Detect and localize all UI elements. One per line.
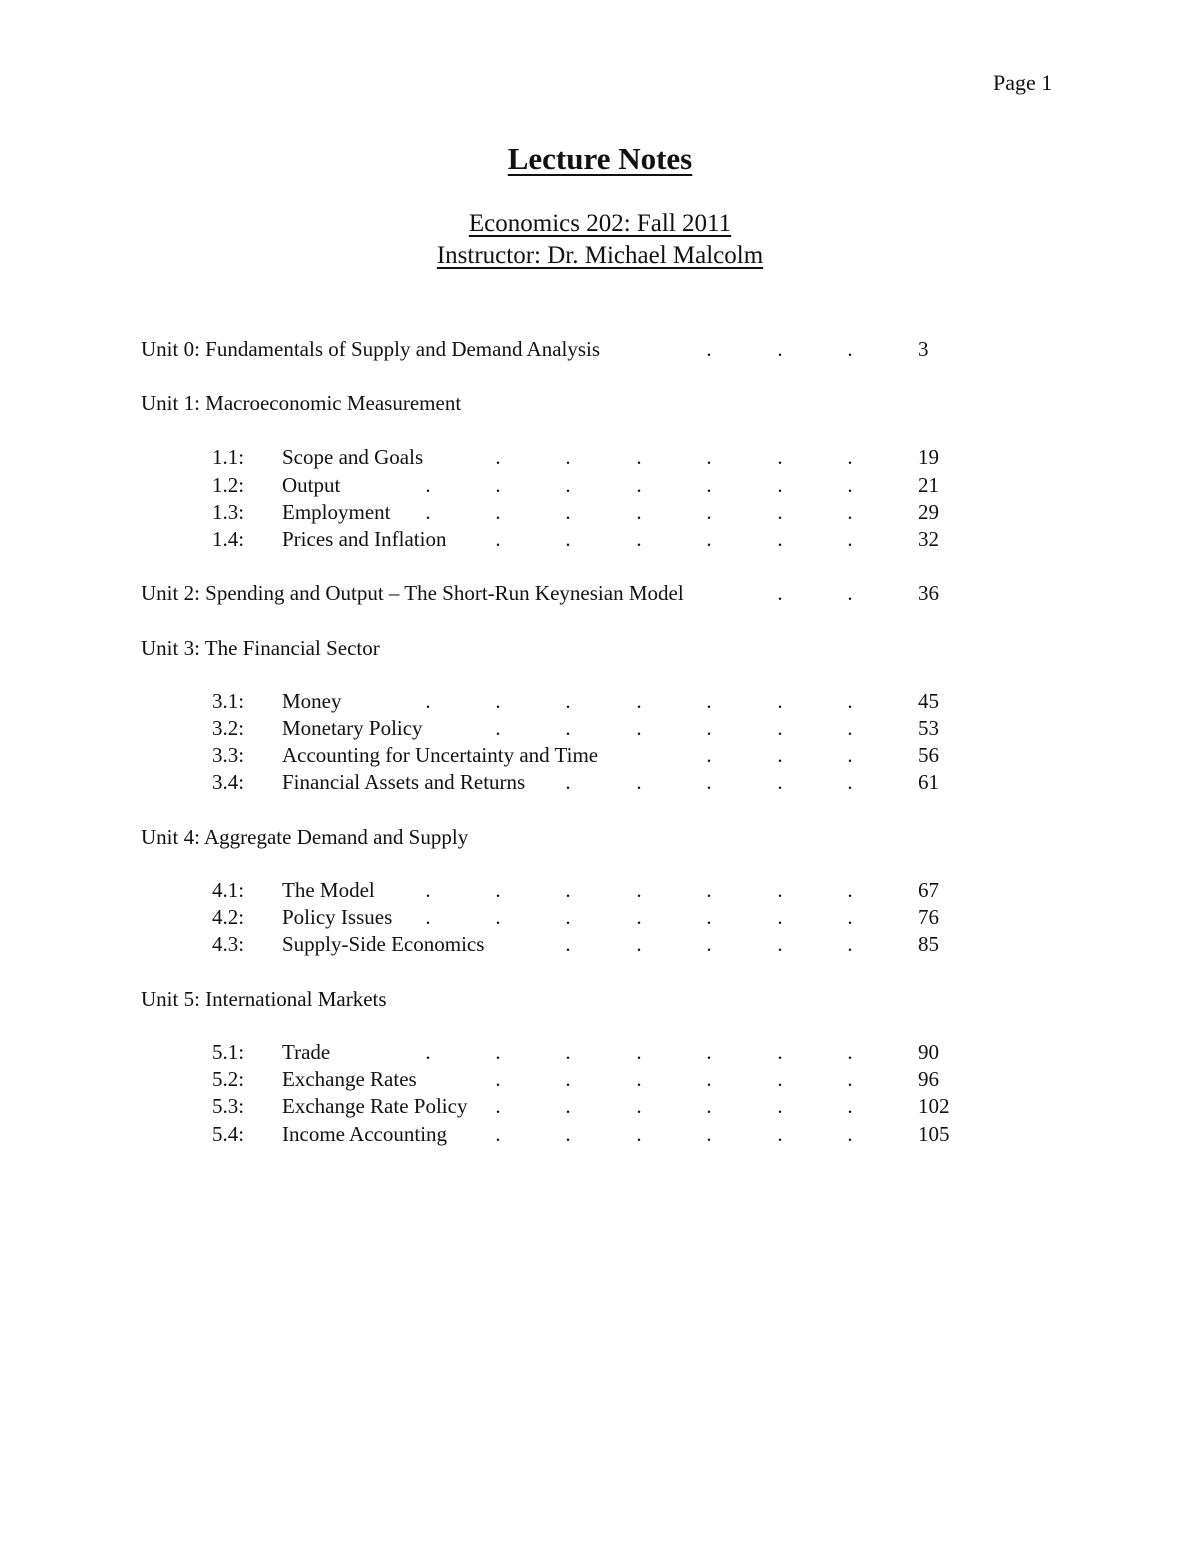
toc-leader-dot: . [706,878,712,902]
toc-section-title: Income Accounting [282,1122,448,1146]
toc-leader-dot: . [706,1040,712,1064]
toc-leader-dot: . [636,905,642,929]
toc-page-number: 105 [918,1122,950,1146]
toc-section-title: Prices and Inflation [282,527,447,551]
toc-leader-dot: . [565,689,571,713]
toc-leader-dot: . [636,689,642,713]
toc-leader-dot: . [847,445,853,469]
toc-leader-dot: . [495,905,501,929]
toc-leader-dot: . [565,878,571,902]
toc-section-title: Employment [282,500,391,524]
toc-leader-dot: . [777,770,783,794]
toc-section-entry [0,472,1200,499]
toc-section-number: 5.3: [212,1094,245,1118]
toc-leader-dot: . [636,878,642,902]
toc-section-entry [0,877,1200,904]
toc-page-number: 45 [918,689,939,713]
toc-leader-dot: . [636,932,642,956]
toc-leader-dot: . [706,689,712,713]
toc-leader-dot: . [777,878,783,902]
toc-section-title: Trade [282,1040,331,1064]
toc-section-title: Accounting for Uncertainty and Time [282,743,599,767]
toc-leader-dot: . [777,581,783,605]
toc-leader-dot: . [847,743,853,767]
toc-leader-dot: . [425,878,431,902]
toc-leader-dot: . [495,1067,501,1091]
toc-leader-dot: . [636,1122,642,1146]
toc-leader-dot: . [847,905,853,929]
toc-leader-dot: . [495,1040,501,1064]
toc-leader-dot: . [706,337,712,361]
toc-leader-dot: . [565,500,571,524]
toc-page-number: 32 [918,527,939,551]
toc-section-number: 3.1: [212,689,245,713]
toc-section-title: Exchange Rates [282,1067,417,1091]
toc-leader-dot: . [565,905,571,929]
toc-page-number: 56 [918,743,939,767]
toc-section-number: 4.2: [212,905,245,929]
toc-leader-dot: . [847,932,853,956]
toc-page-number: 76 [918,905,939,929]
toc-leader-dot: . [847,1122,853,1146]
toc-page-number: 96 [918,1067,939,1091]
toc-section-number: 4.1: [212,878,245,902]
toc-leader-dot: . [565,1094,571,1118]
toc-unit-entry [0,580,1200,607]
toc-leader-dot: . [565,716,571,740]
toc-leader-dot: . [847,1040,853,1064]
toc-leader-dot: . [777,716,783,740]
toc-leader-dot: . [636,527,642,551]
toc-leader-dot: . [636,770,642,794]
toc-section-number: 1.4: [212,527,245,551]
course-name: Economics 202: Fall 2011 [468,210,732,237]
toc-leader-dot: . [706,1122,712,1146]
toc-leader-dot: . [777,905,783,929]
toc-leader-dot: . [777,1067,783,1091]
toc-leader-dot: . [847,878,853,902]
toc-leader-dot: . [706,932,712,956]
toc-leader-dot: . [495,1094,501,1118]
toc-unit-entry [0,336,1200,363]
toc-section-title: Monetary Policy [282,716,423,740]
toc-section-entry [0,742,1200,769]
toc-leader-dot: . [777,445,783,469]
toc-page-number: 3 [918,337,929,361]
toc-section-number: 5.4: [212,1122,245,1146]
toc-leader-dot: . [847,337,853,361]
toc-leader-dot: . [565,1122,571,1146]
toc-section-entry [0,1039,1200,1066]
toc-unit-entry [0,635,1200,662]
toc-leader-dot: . [495,716,501,740]
toc-section-number: 1.1: [212,445,245,469]
toc-page-number: 53 [918,716,939,740]
toc-page-number: 21 [918,473,939,497]
toc-leader-dot: . [425,500,431,524]
toc-leader-dot: . [777,932,783,956]
toc-unit-title: Unit 3: The Financial Sector [141,636,380,660]
toc-page-number: 90 [918,1040,939,1064]
toc-leader-dot: . [777,1040,783,1064]
toc-leader-dot: . [706,500,712,524]
toc-leader-dot: . [777,743,783,767]
toc-leader-dot: . [495,1122,501,1146]
toc-section-entry [0,526,1200,553]
toc-page-number: 61 [918,770,939,794]
toc-section-entry [0,1066,1200,1093]
toc-section-title: Money [282,689,342,713]
toc-leader-dot: . [495,878,501,902]
toc-leader-dot: . [495,445,501,469]
toc-leader-dot: . [847,716,853,740]
toc-section-entry [0,499,1200,526]
toc-leader-dot: . [425,1040,431,1064]
toc-section-number: 1.3: [212,500,245,524]
toc-leader-dot: . [706,770,712,794]
toc-unit-title: Unit 1: Macroeconomic Measurement [141,391,462,415]
toc-section-title: Exchange Rate Policy [282,1094,468,1118]
toc-leader-dot: . [847,1067,853,1091]
toc-leader-dot: . [777,337,783,361]
toc-leader-dot: . [425,905,431,929]
toc-leader-dot: . [706,905,712,929]
toc-section-entry [0,1093,1200,1120]
toc-section-title: The Model [282,878,375,902]
toc-leader-dot: . [636,445,642,469]
toc-leader-dot: . [706,1067,712,1091]
toc-leader-dot: . [636,500,642,524]
toc-leader-dot: . [706,527,712,551]
toc-page-number: 85 [918,932,939,956]
toc-unit-title: Unit 4: Aggregate Demand and Supply [141,825,469,849]
toc-section-number: 3.2: [212,716,245,740]
toc-leader-dot: . [706,716,712,740]
toc-leader-dot: . [777,527,783,551]
toc-section-entry [0,769,1200,796]
toc-section-title: Output [282,473,341,497]
toc-leader-dot: . [636,1067,642,1091]
toc-unit-title: Unit 5: International Markets [141,987,387,1011]
toc-leader-dot: . [425,689,431,713]
toc-page-number: 102 [918,1094,950,1118]
toc-section-entry [0,688,1200,715]
toc-leader-dot: . [706,473,712,497]
instructor-name: Instructor: Dr. Michael Malcolm [436,242,764,269]
toc-leader-dot: . [706,1094,712,1118]
toc-unit-title: Unit 2: Spending and Output – The Short-Run Keynesian Model [141,581,684,605]
toc-leader-dot: . [495,500,501,524]
toc-section-number: 1.2: [212,473,245,497]
toc-section-number: 5.1: [212,1040,245,1064]
toc-leader-dot: . [777,500,783,524]
toc-leader-dot: . [847,473,853,497]
toc-leader-dot: . [565,527,571,551]
toc-leader-dot: . [565,770,571,794]
toc-page-number: 19 [918,445,939,469]
toc-leader-dot: . [777,1122,783,1146]
toc-unit-entry [0,390,1200,417]
toc-leader-dot: . [565,445,571,469]
toc-leader-dot: . [706,743,712,767]
toc-section-entry [0,444,1200,471]
toc-section-entry [0,1121,1200,1148]
toc-page-number: 36 [918,581,939,605]
toc-section-entry [0,904,1200,931]
toc-unit-entry [0,824,1200,851]
toc-leader-dot: . [495,473,501,497]
toc-section-title: Supply-Side Economics [282,932,485,956]
toc-leader-dot: . [847,500,853,524]
toc-leader-dot: . [706,445,712,469]
toc-leader-dot: . [777,1094,783,1118]
toc-leader-dot: . [565,473,571,497]
toc-leader-dot: . [636,1040,642,1064]
toc-leader-dot: . [777,473,783,497]
toc-leader-dot: . [495,527,501,551]
toc-section-title: Financial Assets and Returns [282,770,526,794]
toc-leader-dot: . [636,473,642,497]
toc-section-number: 3.3: [212,743,245,767]
toc-unit-entry [0,986,1200,1013]
toc-section-title: Policy Issues [282,905,393,929]
toc-section-number: 5.2: [212,1067,245,1091]
page-number: Page 1 [993,70,1053,95]
toc-leader-dot: . [565,1067,571,1091]
toc-leader-dot: . [636,1094,642,1118]
toc-leader-dot: . [847,1094,853,1118]
toc-leader-dot: . [847,770,853,794]
toc-section-title: Scope and Goals [282,445,424,469]
toc-unit-title: Unit 0: Fundamentals of Supply and Demand Analysis [141,337,601,361]
toc-leader-dot: . [495,689,501,713]
toc-section-entry [0,715,1200,742]
toc-leader-dot: . [847,527,853,551]
toc-page-number: 29 [918,500,939,524]
toc-leader-dot: . [565,932,571,956]
toc-section-entry [0,931,1200,958]
toc-leader-dot: . [847,689,853,713]
toc-page-number: 67 [918,878,939,902]
toc-leader-dot: . [565,1040,571,1064]
toc-leader-dot: . [425,473,431,497]
toc-section-number: 3.4: [212,770,245,794]
document-title: Lecture Notes [507,141,693,176]
toc-leader-dot: . [777,689,783,713]
toc-section-number: 4.3: [212,932,245,956]
toc-leader-dot: . [847,581,853,605]
toc-leader-dot: . [636,716,642,740]
